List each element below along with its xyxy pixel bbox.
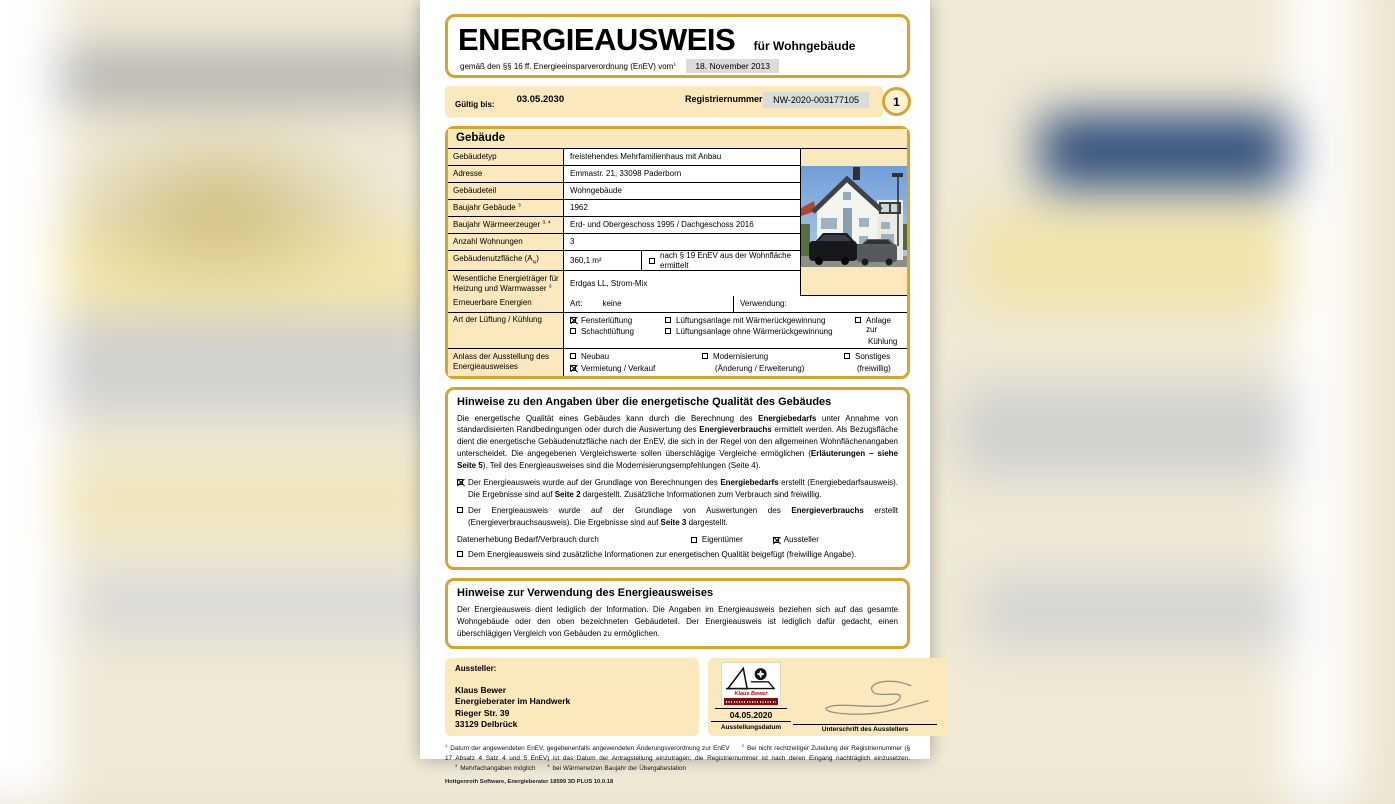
quality-section-title: Hinweise zu den Angaben über die energetische Qualität des Gebäudes	[457, 395, 832, 408]
table-row	[448, 313, 907, 350]
table-row	[448, 183, 800, 200]
valid-until-date: 03.05.2030	[516, 94, 565, 105]
table-row	[448, 271, 800, 296]
usage-section-title: Hinweise zur Verwendung des Energieausweises	[457, 586, 714, 599]
checkbox-label: Fensterlüftung	[581, 315, 633, 325]
table-row	[448, 296, 907, 313]
issuer-address-box	[445, 658, 699, 736]
checkbox-verbrauchsausweis[interactable]	[457, 507, 463, 513]
checkbox-eigentuemer[interactable]	[691, 537, 697, 543]
checkbox-label: Sonstiges	[855, 352, 891, 362]
issuer-name: Klaus Bewer	[455, 685, 507, 696]
checkbox-label: Schachtlüftung	[581, 327, 634, 337]
row-label: Gebäudetyp	[448, 149, 564, 165]
checkbox-lueftung-ohne-wrg[interactable]	[665, 328, 671, 334]
additional-info-option	[457, 549, 898, 561]
checkbox-kuehlung[interactable]	[855, 317, 861, 323]
checkbox-label: nach § 19 EnEV aus der Wohnfläche ermittelt	[660, 251, 792, 270]
divider	[711, 721, 791, 722]
row-label: Baujahr Gebäude $^3$	[448, 200, 564, 216]
software-credit: Hottgenroth Software, Energieberater 18599 3D PLUS 10.0.18	[445, 779, 614, 786]
building-photo-column	[800, 149, 907, 296]
checkbox-label: Dem Energieausweis sind zusätzliche Informationen zur energetischen Qualität beigefügt (freiwillige Angabe).	[468, 550, 857, 560]
enev-date-box: 18. November 2013	[686, 59, 779, 73]
law-reference-line	[458, 59, 897, 73]
table-row	[448, 166, 800, 183]
row-value: Erd- und Obergeschoss 1995 / Dachgeschoss 2016	[570, 220, 754, 230]
renewables-art-cell: Art: keine	[564, 296, 734, 312]
checkbox-label: Aussteller	[783, 535, 819, 545]
building-photo	[801, 166, 907, 267]
title-box	[445, 14, 910, 78]
issuer-signature-box	[708, 658, 948, 736]
checkbox-label: Modernisierung	[713, 352, 769, 362]
issuer-label: Aussteller:	[455, 664, 497, 674]
checkbox-fensterlueftung[interactable]	[570, 317, 576, 323]
usage-section	[445, 578, 910, 649]
checkbox-label: Lüftungsanlage ohne Wärmerückgewinnung	[676, 327, 833, 337]
document-subtitle: für Wohngebäude	[753, 39, 856, 53]
row-value: Wohngebäude	[570, 186, 622, 196]
page-number: 1	[893, 94, 900, 109]
checkbox-label: Der Energieausweis wurde auf der Grundlage von Auswertungen des Energieverbrauchs erstellt (Energieverbrauchsausweis). Die Ergebnisse sind auf Seite 3 dargestellt.	[468, 506, 898, 528]
row-value: Emmastr. 21, 33098 Paderborn	[570, 169, 682, 179]
law-reference: gemäß den §§ 16 ff. Energieeinsparverordnung (EnEV) vom	[460, 62, 674, 71]
footnotes: $^1$ Datum der angewendeten EnEV, gegebenenfalls angewendeten Änderungsverordnung zur EnEV $^2$ Bei nicht rechtzeitiger Zuteilung der Registriernummer (§ 17 Absatz 4 Satz 4 und 5 EnEV) ist das Datum der Antragstellung einzutragen; die Registriernummer ist nach deren Eingang nachträglich einzusetzen. $^3$ Mehrfachangaben möglich $^4$ bei Wärmenetzen Baujahr der Übergabestation	[445, 743, 910, 773]
checkbox-label: Anlage zur	[866, 315, 891, 335]
checkbox-label: Neubau	[581, 352, 610, 362]
data-collection-label: Datenerhebung Bedarf/Verbrauch durch	[457, 535, 599, 545]
checkbox-wohnflaeche[interactable]	[649, 258, 655, 264]
checkbox-label: Kühlung	[868, 336, 898, 346]
checkbox-label: (Änderung / Erweiterung)	[715, 364, 805, 374]
table-row	[448, 200, 800, 217]
checkbox-vermietung-verkauf[interactable]	[570, 365, 576, 371]
issuer-city: 33129 Delbrück	[455, 718, 518, 729]
checkbox-zusatzinfo[interactable]	[457, 551, 463, 557]
signature-line	[793, 724, 937, 725]
row-label: Gebäudeteil	[448, 183, 564, 199]
checkbox-label: Der Energieausweis wurde auf der Grundlage von Berechnungen des Energiebedarfs erstellt (Energiebedarfsausweis). Die Ergebnisse sind auf Seite 2 dargestellt. Zusätzliche Informationen zum Verbrauch sind freiwillig.	[468, 477, 899, 499]
table-row	[448, 234, 800, 251]
certificate-page	[420, 0, 930, 786]
row-value: 3	[570, 237, 575, 247]
registration-number-value: NW-2020-003177105	[763, 92, 869, 108]
footnote-marker: 1	[673, 62, 677, 68]
quality-paragraph: Die energetische Qualität eines Gebäudes kann durch die Berechnung des Energiebedarfs unter Annahme von standardisierten Randbedingungen oder durch die Auswertung des Energieverbrauchs ermittelt werden. Als Bezugsfläche dient die energetische Gebäudenutzfläche nach der EnEV, die sich in der Regel von den allgemeinen Wohnflächenangaben unterscheidet. Die angegebenen Vergleichswerte sollen überschlägige Vergleiche ermöglichen (Erläuterungen – siehe Seite 5). Teil des Energieausweises sind die Modernisierungsempfehlungen (Seite 4).	[457, 413, 898, 470]
checkbox-aussteller[interactable]	[773, 537, 779, 543]
issuer-logo	[721, 662, 781, 706]
row-label: Anzahl Wohnungen	[448, 234, 564, 250]
row-label: Adresse	[448, 166, 564, 182]
checkbox-label: Eigentümer	[701, 535, 743, 545]
usage-paragraph: Der Energieausweis dient lediglich der Information. Die Angaben im Energieausweis beziehen sich auf das gesamte Wohngebäude oder den oben bezeichneten Gebäudeteil. Der Energieausweis ist lediglich dafür gedacht, einen überschlägigen Vergleich von Gebäuden zu ermöglichen.	[457, 604, 898, 638]
building-section	[445, 126, 910, 379]
issuer-profession: Energieberater im Handwerk	[455, 696, 571, 707]
registration-number-label: Registriernummer	[685, 94, 763, 104]
issuer-logo-band	[724, 698, 778, 705]
checkbox-label: Lüftungsanlage mit Wärmerückgewinnung	[676, 315, 826, 325]
footnote-4: bei Wärmenetzen Baujahr der Übergabestation	[552, 765, 687, 773]
issuer-logo-graphic	[724, 665, 778, 691]
row-value: 1962	[570, 203, 588, 213]
signature	[790, 676, 940, 724]
validity-bar	[445, 86, 883, 117]
footnote-2: Bei nicht rechtzeitiger Zuteilung der Registriernummer (§ 17 Absatz 4 Satz 4 und 5 EnEV) ist das Datum der Antragstellung einzutragen; die Registriernummer ist nach deren Eingang nachträglich einzusetzen.	[445, 745, 910, 763]
building-section-title: Gebäude	[448, 129, 907, 148]
checkbox-neubau[interactable]	[570, 353, 576, 359]
table-row	[448, 349, 907, 375]
row-value: freistehendes Mehrfamilienhaus mit Anbau	[570, 152, 722, 162]
issue-date: 04.05.2020	[729, 710, 773, 721]
checkbox-sonstiges[interactable]	[844, 353, 850, 359]
checkbox-schachtlueftung[interactable]	[570, 328, 576, 334]
row-label: Wesentliche Energieträger für Heizung und Warmwasser $^3$	[448, 271, 564, 296]
bedarfsausweis-option	[457, 477, 898, 501]
row-label: Anlass der Ausstellung des Energieausweises	[448, 349, 564, 375]
checkbox-label: Vermietung / Verkauf	[581, 364, 656, 374]
row-label: Gebäudenutzfläche $(A_N)$	[448, 251, 564, 270]
checkbox-lueftung-mit-wrg[interactable]	[665, 317, 671, 323]
row-label: Art der Lüftung / Kühlung	[448, 313, 564, 349]
page-number-badge	[882, 87, 911, 116]
table-row	[448, 251, 800, 271]
document-title: ENERGIEAUSWEIS	[458, 22, 736, 57]
data-collection-line	[457, 535, 898, 544]
row-label: Baujahr Wärmeerzeuger $^{3, 4}$	[448, 217, 564, 233]
verbrauchsausweis-option	[457, 505, 898, 529]
footnote-3: Mehrfachangaben möglich	[460, 765, 536, 773]
issuer-street: Rieger Str. 39	[455, 707, 510, 718]
row-label: Erneuerbare Energien	[448, 296, 564, 312]
row-value: Erdgas LL, Strom-Mix	[570, 278, 648, 288]
issuer-logo-text: Klaus Bewer	[734, 691, 768, 698]
issue-date-label: Ausstellungsdatum	[720, 723, 782, 731]
checkbox-bedarfsausweis[interactable]	[457, 479, 463, 485]
checkbox-modernisierung[interactable]	[702, 353, 708, 359]
renewables-use-cell: Verwendung:	[740, 299, 787, 309]
valid-until-label: Gültig bis:	[455, 100, 495, 109]
quality-section	[445, 387, 910, 570]
table-row	[448, 149, 800, 166]
table-row	[448, 217, 800, 234]
divider	[715, 708, 787, 709]
floor-area-value: 360,1 m²	[564, 251, 642, 270]
signature-label: Unterschrift des Ausstellers	[821, 726, 909, 734]
checkbox-label: (freiwillig)	[857, 364, 891, 374]
footnote-1: Datum der angewendeten EnEV, gegebenenfalls angewendeten Änderungsverordnung zur EnEV	[450, 745, 730, 753]
building-table	[448, 148, 907, 376]
issuer-row	[445, 658, 910, 736]
